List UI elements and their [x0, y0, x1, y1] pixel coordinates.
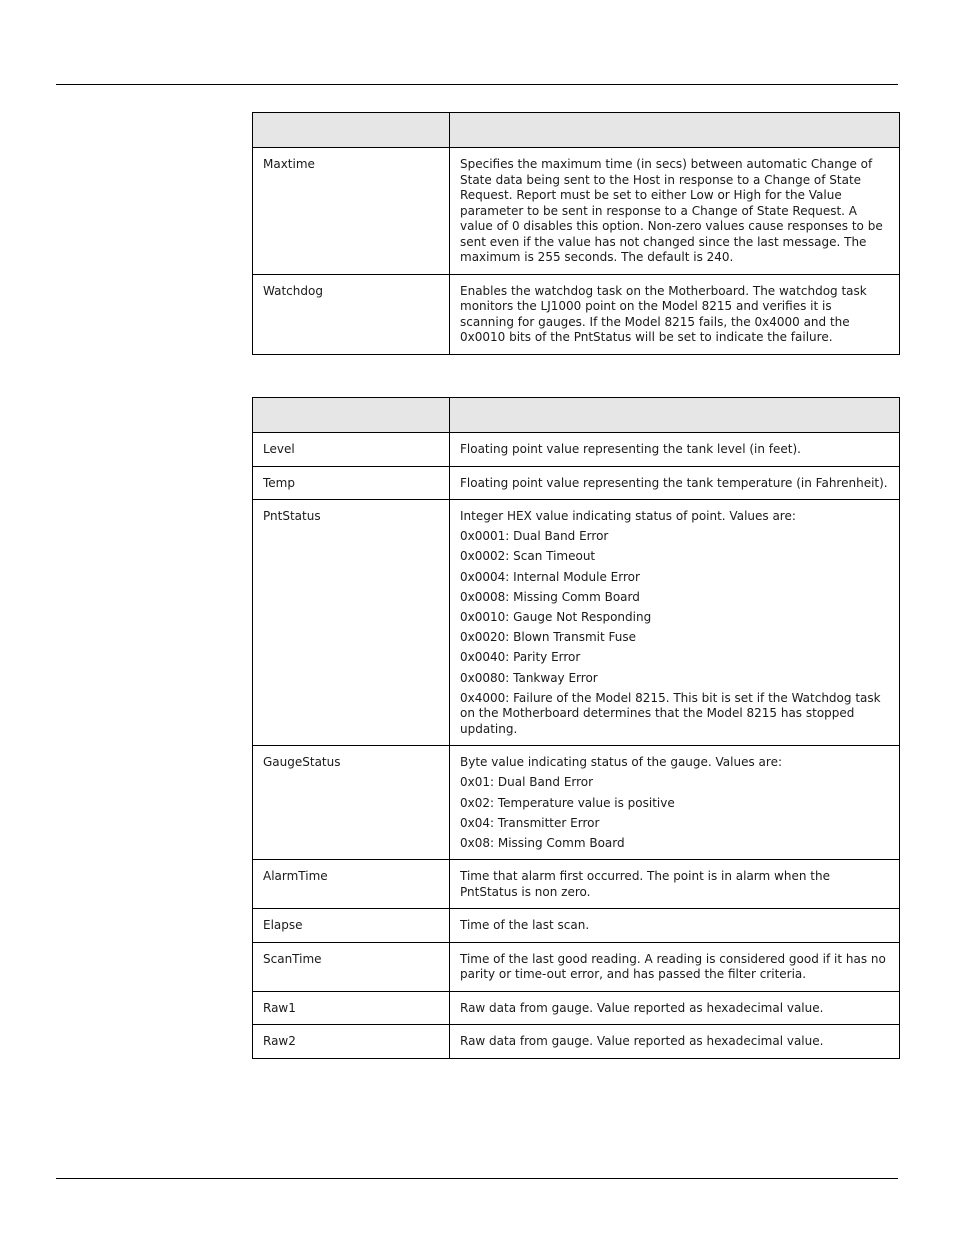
header-rule [56, 84, 898, 85]
table-row [253, 433, 900, 467]
description-line: Raw data from gauge. Value reported as hexadecimal value. [460, 1000, 824, 1015]
description-line: 0x08: Missing Comm Board [460, 835, 625, 850]
field-description-cell [450, 909, 900, 943]
description-line: 0x0008: Missing Comm Board [460, 589, 640, 604]
field-description-cell [450, 500, 900, 746]
description-line: Byte value indicating status of the gauge. Values are: [460, 755, 782, 770]
field-description-cell [450, 1025, 900, 1059]
description-line: Enables the watchdog task on the Motherboard. The watchdog task monitors the LJ1000 point on the Model 8215 and verifies it is scanning for gauges. If the Model 8215 fails, the 0x4000 and the 0x0010 bits of the PntStatus will be set to indicate the failure. [460, 283, 867, 344]
description-line: 0x0020: Blown Transmit Fuse [460, 630, 637, 645]
field-description-cell [450, 860, 900, 909]
table-row [253, 148, 900, 275]
description-line: Floating point value representing the tank level (in feet). [460, 442, 801, 456]
field-name-cell: Temp [253, 466, 450, 500]
table-row [253, 991, 900, 1025]
table-row [253, 860, 900, 909]
description-line: 0x04: Transmitter Error [460, 815, 600, 830]
table-row [253, 1025, 900, 1059]
footer-rule [56, 1178, 898, 1179]
description-line: 0x0001: Dual Band Error [460, 529, 609, 544]
header-cell-description [450, 113, 900, 148]
table-header-row [253, 398, 900, 433]
fields-table [252, 397, 900, 1059]
field-name-cell: Maxtime [253, 148, 450, 275]
field-name-cell: Elapse [253, 909, 450, 943]
description-line: Raw data from gauge. Value reported as hexadecimal value. [460, 1034, 824, 1049]
table-header-row [253, 113, 900, 148]
field-name-cell: PntStatus [253, 500, 450, 746]
field-name-cell: GaugeStatus [253, 746, 450, 860]
description-line: 0x0010: Gauge Not Responding [460, 609, 652, 624]
field-description-cell [450, 991, 900, 1025]
description-line: Specifies the maximum time (in secs) between automatic Change of State data being sent to the Host in response to a Change of State Request. Report must be set to either Low or High for the Value parameter to be sent in response to a Change of State Request. A value of 0 disables this option. Non-zero values cause responses to be sent even if the value has not changed since the last message. The maximum is 255 seconds. The default is 240. [460, 157, 883, 264]
field-name-cell: Raw2 [253, 1025, 450, 1059]
parameters-table [252, 112, 900, 355]
description-line: 0x0002: Scan Timeout [460, 549, 596, 564]
field-description-cell [450, 746, 900, 860]
description-line: Time that alarm first occurred. The point is in alarm when the PntStatus is non zero. [460, 869, 830, 899]
description-line: 0x4000: Failure of the Model 8215. This bit is set if the Watchdog task on the Motherboard determines that the Model 8215 has stopped updating. [460, 690, 881, 736]
field-description-cell [450, 466, 900, 500]
table-row [253, 909, 900, 943]
description-line: 0x01: Dual Band Error [460, 775, 594, 790]
table-row [253, 500, 900, 746]
description-line: Time of the last scan. [460, 918, 590, 933]
field-description-cell [450, 942, 900, 991]
description-line: Integer HEX value indicating status of point. Values are: [460, 509, 796, 523]
field-description-cell [450, 148, 900, 275]
table-row [253, 746, 900, 860]
field-name-cell: ScanTime [253, 942, 450, 991]
header-cell-field [253, 398, 450, 433]
description-line: 0x0080: Tankway Error [460, 670, 598, 685]
table-row [253, 942, 900, 991]
field-description-cell [450, 433, 900, 467]
header-cell-description [450, 398, 900, 433]
table-row [253, 466, 900, 500]
description-line: Floating point value representing the tank temperature (in Fahrenheit). [460, 475, 888, 490]
description-line: Time of the last good reading. A reading is considered good if it has no parity or time-out error, and has passed the filter criteria. [460, 951, 886, 982]
field-name-cell: AlarmTime [253, 860, 450, 909]
description-line: 0x0004: Internal Module Error [460, 569, 640, 584]
table-row [253, 274, 900, 354]
header-cell-parameter [253, 113, 450, 148]
field-description-cell [450, 274, 900, 354]
field-name-cell: Level [253, 433, 450, 467]
description-line: 0x02: Temperature value is positive [460, 795, 675, 810]
description-line: 0x0040: Parity Error [460, 650, 581, 665]
field-name-cell: Raw1 [253, 991, 450, 1025]
field-name-cell: Watchdog [253, 274, 450, 354]
